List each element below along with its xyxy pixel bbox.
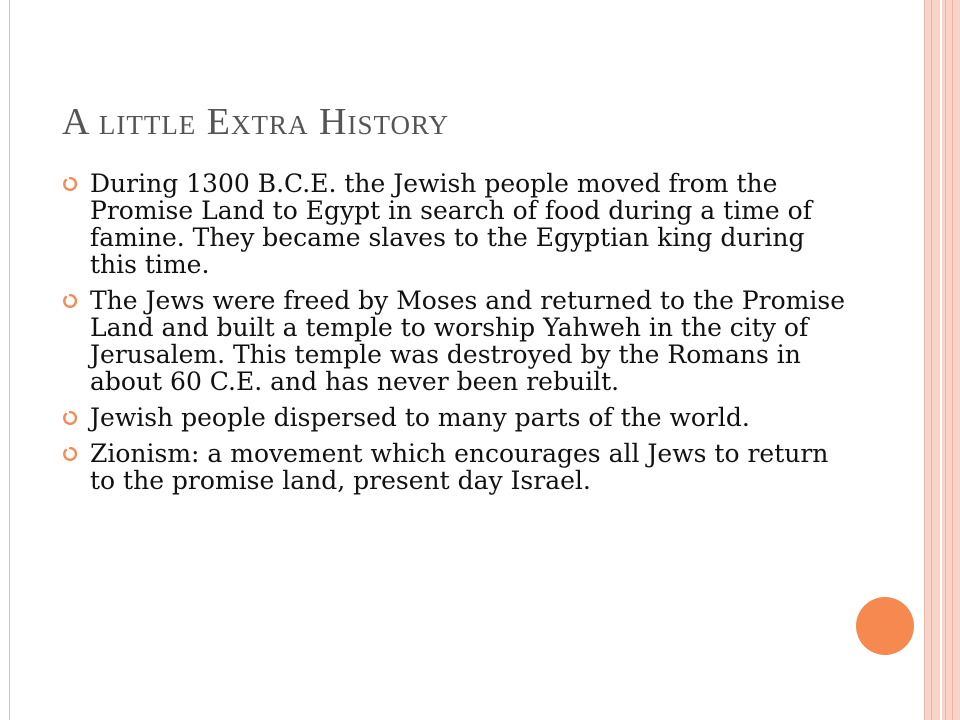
bullet-item	[60, 287, 850, 395]
open-circle-bullet-icon	[62, 293, 78, 309]
open-circle-bullet-icon	[62, 410, 78, 426]
open-circle-bullet-icon	[62, 446, 78, 462]
bullet-list	[60, 170, 850, 503]
stripe-line	[945, 0, 946, 720]
slide-title: A little Extra History	[62, 101, 449, 143]
stripe-line	[940, 0, 942, 720]
decorative-orange-circle	[856, 597, 914, 655]
decorative-side-stripes	[925, 0, 960, 720]
bullet-text: The Jews were freed by Moses and returned to the Promise Land and built a temple to worship Yahweh in the city of Jerusalem. This temple was destroyed by the Romans in about 60 C.E. and has never been rebuilt.	[90, 286, 845, 396]
bullet-item	[60, 170, 850, 278]
open-circle-bullet-icon	[62, 176, 78, 192]
bullet-text: Zionism: a movement which encourages all Jews to return to the promise land, present day Israel.	[90, 439, 829, 495]
stripe-line	[952, 0, 953, 720]
stripe-line	[931, 0, 932, 720]
bullet-text: During 1300 B.C.E. the Jewish people moved from the Promise Land to Egypt in search of food during a time of famine. They became slaves to the Egyptian king during this time.	[90, 169, 812, 279]
bullet-item	[60, 404, 850, 431]
bullet-item	[60, 440, 850, 494]
bullet-text: Jewish people dispersed to many parts of the world.	[90, 403, 750, 432]
